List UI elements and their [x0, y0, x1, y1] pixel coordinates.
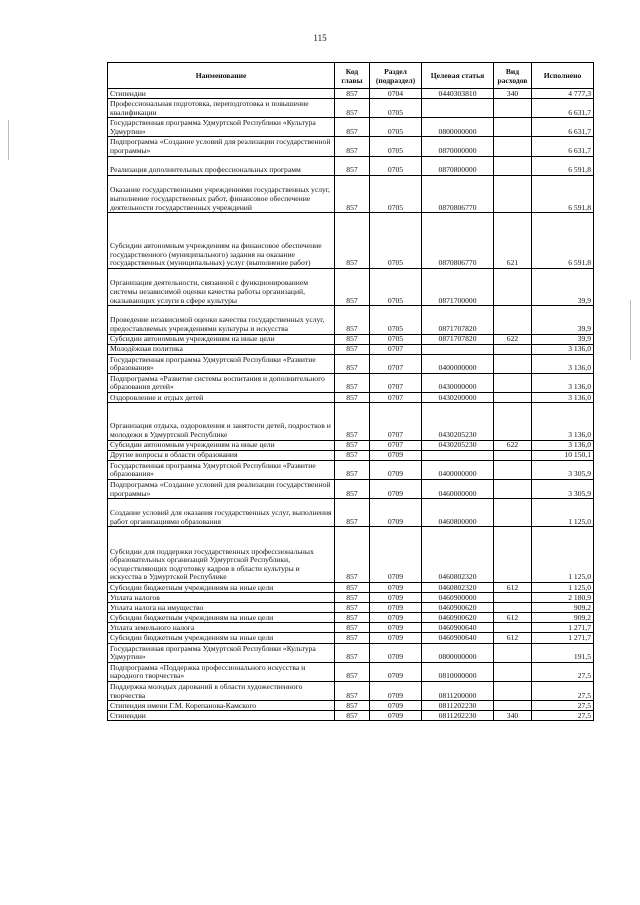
cell-section: 0707 [370, 344, 422, 354]
cell-section: 0707 [370, 373, 422, 392]
cell-executed: 909,2 [532, 613, 594, 623]
cell-section: 0709 [370, 583, 422, 593]
cell-type [494, 137, 532, 156]
cell-section: 0709 [370, 662, 422, 681]
cell-name: Другие вопросы в области образования [108, 450, 335, 460]
cell-target [422, 450, 494, 460]
page-number: 115 [313, 33, 327, 43]
table-row [108, 354, 594, 373]
cell-name: Стипендии [108, 89, 335, 99]
cell-type [494, 623, 532, 633]
cell-name: Оказание государственными учреждениями государственных услуг, выполнение государственных работ, финансовое обеспечение деятельности государственных учреждений [108, 175, 335, 212]
cell-type [494, 403, 532, 440]
cell-executed: 1 125,0 [532, 527, 594, 583]
cell-executed: 3 136,0 [532, 344, 594, 354]
cell-target: 0811202230 [422, 711, 494, 721]
cell-name: Профессиональная подготовка, переподготовка и повышение квалификации [108, 99, 335, 118]
table-row [108, 527, 594, 583]
table-row [108, 403, 594, 440]
cell-code: 857 [335, 450, 370, 460]
cell-name: Организация деятельности, связанной с функционированием системы независимой оценки качества работы организаций, оказывающих услуги в сфере культуры [108, 268, 335, 305]
cell-section: 0707 [370, 440, 422, 450]
cell-target: 0800000000 [422, 118, 494, 137]
cell-name: Создание условий для оказания государственных услуг, выполнения работ организациями образования [108, 499, 335, 527]
cell-executed: 1 271,7 [532, 633, 594, 643]
cell-code: 857 [335, 479, 370, 498]
cell-name: Субсидии автономным учреждениям на иные цели [108, 334, 335, 344]
table-row [108, 479, 594, 498]
cell-type [494, 527, 532, 583]
cell-type [494, 393, 532, 403]
cell-code: 857 [335, 334, 370, 344]
cell-target [422, 344, 494, 354]
cell-section: 0705 [370, 306, 422, 334]
cell-name: Уплата земельного налога [108, 623, 335, 633]
cell-executed: 6 591,8 [532, 156, 594, 175]
cell-code: 857 [335, 613, 370, 623]
cell-target: 0460900620 [422, 613, 494, 623]
cell-type: 622 [494, 334, 532, 344]
cell-code: 857 [335, 583, 370, 593]
cell-type: 340 [494, 89, 532, 99]
cell-section: 0709 [370, 460, 422, 479]
cell-name: Субсидии бюджетным учреждениям на иные цели [108, 633, 335, 643]
header-executed: Исполнено [532, 63, 594, 89]
cell-section: 0707 [370, 403, 422, 440]
cell-target: 0870806770 [422, 175, 494, 212]
cell-executed: 27,5 [532, 681, 594, 700]
cell-name: Стипендия имени Г.М. Корепанова-Камского [108, 701, 335, 711]
cell-section: 0705 [370, 137, 422, 156]
cell-executed: 6 591,8 [532, 213, 594, 269]
table-row [108, 583, 594, 593]
cell-executed: 6 631,7 [532, 137, 594, 156]
cell-target: 0460900620 [422, 603, 494, 613]
cell-executed: 1 125,0 [532, 499, 594, 527]
cell-name: Подпрограмма «Создание условий для реализации государственной программы» [108, 479, 335, 498]
cell-name: Уплата налогов [108, 593, 335, 603]
table-row [108, 373, 594, 392]
cell-executed: 1 125,0 [532, 583, 594, 593]
table-row [108, 137, 594, 156]
cell-target: 0871707820 [422, 334, 494, 344]
table-row [108, 268, 594, 305]
cell-section: 0709 [370, 623, 422, 633]
cell-executed: 3 136,0 [532, 403, 594, 440]
cell-executed: 27,5 [532, 662, 594, 681]
cell-section: 0704 [370, 89, 422, 99]
table-row [108, 306, 594, 334]
cell-code: 857 [335, 175, 370, 212]
cell-section: 0709 [370, 633, 422, 643]
cell-executed: 3 136,0 [532, 393, 594, 403]
cell-name: Стипендии [108, 711, 335, 721]
cell-section: 0709 [370, 527, 422, 583]
cell-target: 0430000000 [422, 373, 494, 392]
cell-section: 0705 [370, 268, 422, 305]
cell-code: 857 [335, 681, 370, 700]
cell-type: 612 [494, 613, 532, 623]
cell-type [494, 175, 532, 212]
table-header-row [108, 63, 594, 89]
cell-type [494, 701, 532, 711]
table-row [108, 440, 594, 450]
table-row [108, 593, 594, 603]
cell-code: 857 [335, 393, 370, 403]
cell-type: 340 [494, 711, 532, 721]
cell-executed: 10 150,1 [532, 450, 594, 460]
cell-target: 0460900000 [422, 593, 494, 603]
cell-section: 0709 [370, 643, 422, 662]
cell-code: 857 [335, 701, 370, 711]
cell-executed: 6 591,8 [532, 175, 594, 212]
cell-executed: 3 136,0 [532, 440, 594, 450]
cell-code: 857 [335, 711, 370, 721]
cell-code: 857 [335, 373, 370, 392]
cell-name: Субсидии автономным учреждениям на финансовое обеспечение государственного (муниципального) задания на оказание государственных (муниципальных) услуг (выполнение работ) [108, 213, 335, 269]
expenditure-table [107, 62, 594, 721]
cell-name: Государственная программа Удмуртской Республики «Культура Удмуртии» [108, 118, 335, 137]
cell-section: 0709 [370, 701, 422, 711]
cell-section: 0709 [370, 603, 422, 613]
table-row [108, 393, 594, 403]
cell-code: 857 [335, 99, 370, 118]
cell-target: 0870800000 [422, 156, 494, 175]
cell-type: 612 [494, 583, 532, 593]
cell-executed: 6 631,7 [532, 99, 594, 118]
cell-name: Субсидии бюджетным учреждениям на иные цели [108, 613, 335, 623]
cell-executed: 2 180,9 [532, 593, 594, 603]
cell-type [494, 156, 532, 175]
cell-section: 0707 [370, 354, 422, 373]
table-row [108, 662, 594, 681]
cell-type [494, 99, 532, 118]
table-row [108, 334, 594, 344]
cell-code: 857 [335, 440, 370, 450]
cell-code: 857 [335, 662, 370, 681]
header-code: Код главы [335, 63, 370, 89]
cell-executed: 3 305,9 [532, 479, 594, 498]
cell-type [494, 499, 532, 527]
cell-code: 857 [335, 527, 370, 583]
cell-section: 0709 [370, 499, 422, 527]
cell-section: 0709 [370, 593, 422, 603]
cell-target: 0871707820 [422, 306, 494, 334]
cell-type [494, 479, 532, 498]
table-body [108, 89, 594, 721]
cell-code: 857 [335, 499, 370, 527]
cell-target: 0430200000 [422, 393, 494, 403]
cell-executed: 27,5 [532, 711, 594, 721]
cell-type [494, 593, 532, 603]
cell-target [422, 99, 494, 118]
cell-name: Подпрограмма «Развитие системы воспитания и дополнительного образования детей» [108, 373, 335, 392]
cell-code: 857 [335, 344, 370, 354]
cell-section: 0709 [370, 681, 422, 700]
cell-name: Государственная программа Удмуртской Республики «Развитие образования» [108, 354, 335, 373]
table-row [108, 175, 594, 212]
cell-executed: 3 136,0 [532, 373, 594, 392]
cell-target: 0460900640 [422, 623, 494, 633]
cell-target: 0460802320 [422, 583, 494, 593]
cell-name: Государственная программа Удмуртской Республики «Культура Удмуртии» [108, 643, 335, 662]
cell-name: Молодёжная политика [108, 344, 335, 354]
table-row [108, 99, 594, 118]
cell-code: 857 [335, 354, 370, 373]
cell-target: 0810000000 [422, 662, 494, 681]
cell-name: Субсидии автономным учреждениям на иные цели [108, 440, 335, 450]
table-row [108, 213, 594, 269]
cell-name: Государственная программа Удмуртской Республики «Развитие образования» [108, 460, 335, 479]
cell-executed: 191,5 [532, 643, 594, 662]
cell-target: 0811202230 [422, 701, 494, 711]
cell-name: Проведение независимой оценки качества государственных услуг, предоставляемых учреждениями культуры и искусства [108, 306, 335, 334]
table-row [108, 681, 594, 700]
cell-code: 857 [335, 89, 370, 99]
cell-section: 0705 [370, 156, 422, 175]
cell-target: 0811200000 [422, 681, 494, 700]
cell-target: 0800000000 [422, 643, 494, 662]
cell-code: 857 [335, 643, 370, 662]
cell-type [494, 373, 532, 392]
cell-type: 622 [494, 440, 532, 450]
table-row [108, 613, 594, 623]
cell-name: Реализация дополнительных профессиональных программ [108, 156, 335, 175]
cell-target: 0460000000 [422, 479, 494, 498]
cell-type [494, 306, 532, 334]
cell-target: 0460800000 [422, 499, 494, 527]
cell-type [494, 354, 532, 373]
cell-executed: 39,9 [532, 306, 594, 334]
cell-section: 0709 [370, 479, 422, 498]
cell-section: 0705 [370, 175, 422, 212]
cell-name: Оздоровление и отдых детей [108, 393, 335, 403]
cell-code: 857 [335, 603, 370, 613]
cell-name: Организация отдыха, оздоровления и занятости детей, подростков и молодежи в Удмуртской Республике [108, 403, 335, 440]
cell-target: 0870806770 [422, 213, 494, 269]
cell-name: Субсидии для поддержки государственных профессиональных образовательных организаций Удмуртской Республики, осуществляющих подготовку кадров в области культуры и искусства в Удмуртской Республике [108, 527, 335, 583]
cell-target: 0870000000 [422, 137, 494, 156]
scan-edge-mark [8, 120, 9, 160]
cell-section: 0709 [370, 711, 422, 721]
cell-executed: 1 271,7 [532, 623, 594, 633]
cell-type [494, 643, 532, 662]
cell-code: 857 [335, 118, 370, 137]
cell-executed: 3 305,9 [532, 460, 594, 479]
cell-executed: 4 777,3 [532, 89, 594, 99]
cell-name: Подпрограмма «Поддержка профессионального искусства и народного творчества» [108, 662, 335, 681]
cell-code: 857 [335, 633, 370, 643]
cell-section: 0707 [370, 393, 422, 403]
cell-type [494, 450, 532, 460]
cell-code: 857 [335, 268, 370, 305]
cell-type [494, 603, 532, 613]
cell-executed: 39,9 [532, 268, 594, 305]
cell-code: 857 [335, 306, 370, 334]
cell-code: 857 [335, 460, 370, 479]
cell-section: 0709 [370, 450, 422, 460]
cell-name: Уплата налога на имущество [108, 603, 335, 613]
header-type: Вид расходов [494, 63, 532, 89]
header-target: Целевая статья [422, 63, 494, 89]
cell-target: 0440303810 [422, 89, 494, 99]
cell-target: 0460802320 [422, 527, 494, 583]
cell-code: 857 [335, 156, 370, 175]
header-section: Раздел (подраздел) [370, 63, 422, 89]
table-row [108, 460, 594, 479]
cell-code: 857 [335, 137, 370, 156]
cell-target: 0400000000 [422, 460, 494, 479]
cell-section: 0705 [370, 99, 422, 118]
cell-executed: 6 631,7 [532, 118, 594, 137]
header-name: Наименование [108, 63, 335, 89]
table-row [108, 623, 594, 633]
cell-code: 857 [335, 403, 370, 440]
cell-target: 0400000000 [422, 354, 494, 373]
cell-type [494, 268, 532, 305]
table-row [108, 711, 594, 721]
table-row [108, 450, 594, 460]
cell-target: 0430205230 [422, 440, 494, 450]
table-row [108, 118, 594, 137]
table-row [108, 344, 594, 354]
cell-target: 0460900640 [422, 633, 494, 643]
table-row [108, 643, 594, 662]
cell-target: 0871700000 [422, 268, 494, 305]
table-row [108, 89, 594, 99]
scan-edge-mark [630, 300, 631, 360]
cell-code: 857 [335, 593, 370, 603]
cell-code: 857 [335, 213, 370, 269]
cell-type [494, 662, 532, 681]
cell-type: 612 [494, 633, 532, 643]
cell-type [494, 460, 532, 479]
cell-code: 857 [335, 623, 370, 633]
table-row [108, 633, 594, 643]
cell-target: 0430205230 [422, 403, 494, 440]
cell-executed: 27,5 [532, 701, 594, 711]
table-row [108, 499, 594, 527]
cell-type [494, 118, 532, 137]
table-row [108, 156, 594, 175]
cell-name: Подпрограмма «Создание условий для реализации государственной программы» [108, 137, 335, 156]
cell-executed: 3 136,0 [532, 354, 594, 373]
cell-section: 0705 [370, 334, 422, 344]
cell-name: Субсидии бюджетным учреждениям на иные цели [108, 583, 335, 593]
cell-type [494, 344, 532, 354]
cell-type [494, 681, 532, 700]
cell-section: 0705 [370, 118, 422, 137]
cell-type: 621 [494, 213, 532, 269]
table-row [108, 701, 594, 711]
cell-section: 0709 [370, 613, 422, 623]
cell-name: Поддержка молодых дарований в области художественного творчества [108, 681, 335, 700]
cell-section: 0705 [370, 213, 422, 269]
cell-executed: 39,9 [532, 334, 594, 344]
table-row [108, 603, 594, 613]
cell-executed: 909,2 [532, 603, 594, 613]
